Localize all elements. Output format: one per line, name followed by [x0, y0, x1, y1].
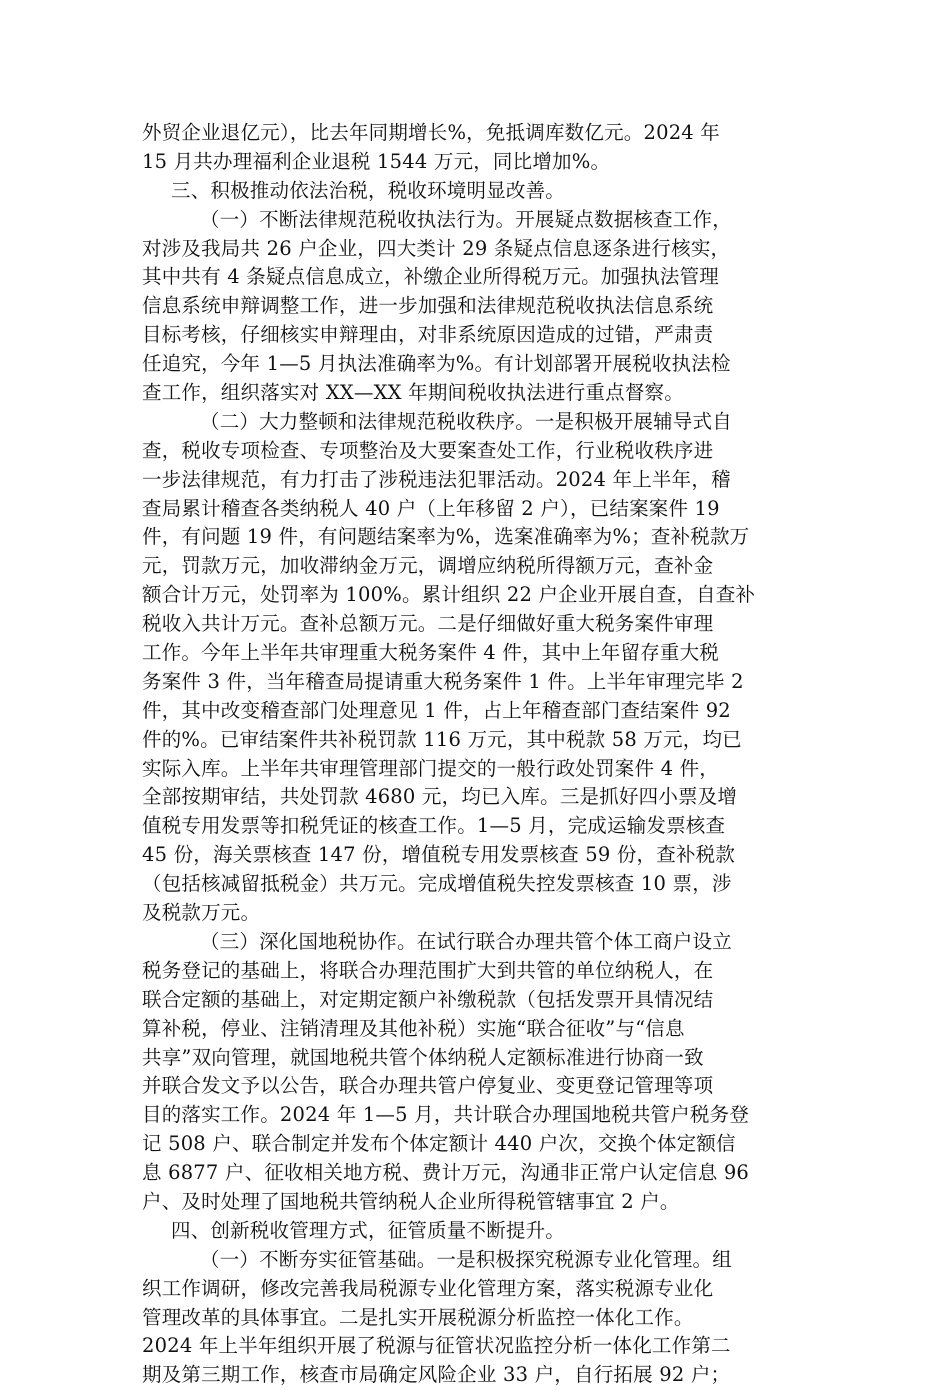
text-line: （二）大力整顿和法律规范税收秩序。一是积极开展辅导式自: [200, 409, 732, 433]
text-line: 息 6877 户、征收相关地方税、费计万元，沟通非正常户认定信息 96: [142, 1161, 750, 1185]
text-line: 信息系统申辩调整工作，进一步加强和法律规范税收执法信息系统: [142, 294, 714, 318]
text-line: （一）不断法律规范税收执法行为。开展疑点数据核查工作，: [200, 207, 732, 231]
text-line: 件，有问题 19 件，有问题结案率为%，选案准确率为%；查补税款万: [142, 525, 750, 549]
text-line: 额合计万元，处罚率为 100%。累计组织 22 户企业开展自查，自查补: [142, 583, 756, 607]
text-line: 管理改革的具体事宜。二是扎实开展税源分析监控一体化工作。: [142, 1305, 694, 1329]
text-line: 期及第三期工作，核查市局确定风险企业 33 户，自行拓展 92 户；: [142, 1363, 731, 1387]
text-line: 查，税收专项检查、专项整治及大要案查处工作，行业税收秩序进: [142, 438, 714, 462]
text-line: 三、积极推动依法治税，税收环境明显改善。: [171, 178, 566, 202]
text-line: 45 份，海关票核查 147 份，增值税专用发票核查 59 份，查补税款: [142, 843, 736, 867]
text-line: 税收入共计万元。查补总额万元。二是仔细做好重大税务案件审理: [142, 612, 714, 636]
document-body: [142, 119, 810, 1390]
text-line: 15 月共办理福利企业退税 1544 万元，同比增加%。: [142, 149, 611, 173]
text-line: 工作。今年上半年共审理重大税务案件 4 件，其中上年留存重大税: [142, 641, 720, 665]
text-line: 户、及时处理了国地税共管纳税人企业所得税管辖事宜 2 户。: [142, 1189, 680, 1213]
text-line: 记 508 户、联合制定并发布个体定额计 440 户次，交换个体定额信: [142, 1132, 736, 1156]
text-line: 税务登记的基础上，将联合办理范围扩大到共管的单位纳税人，在: [142, 958, 714, 982]
text-line: 查局累计稽查各类纳税人 40 户（上年移留 2 户），已结案案件 19: [142, 496, 720, 520]
text-line: （三）深化国地税协作。在试行联合办理共管个体工商户设立: [200, 929, 732, 953]
text-line: 及税款万元。: [142, 901, 261, 925]
text-line: 全部按期审结，共处罚款 4680 元，均已入库。三是抓好四小票及增: [142, 785, 738, 809]
text-line: （一）不断夯实征管基础。一是积极探究税源专业化管理。组: [200, 1247, 732, 1271]
text-line: 件，其中改变稽查部门处理意见 1 件，占上年稽查部门查结案件 92: [142, 698, 731, 722]
text-line: 外贸企业退亿元），比去年同期增长%，免抵调库数亿元。2024 年: [142, 121, 721, 144]
text-line: 实际入库。上半年共审理管理部门提交的一般行政处罚案件 4 件，: [142, 756, 720, 780]
text-line: 四、创新税收管理方式，征管质量不断提升。: [171, 1218, 566, 1242]
text-line: 其中共有 4 条疑点信息成立，补缴企业所得税万元。加强执法管理: [142, 265, 720, 289]
text-line: 联合定额的基础上，对定期定额户补缴税款（包括发票开具情况结: [142, 987, 714, 1011]
text-line: 2024 年上半年组织开展了税源与征管状况监控分析一体化工作第二: [142, 1334, 731, 1358]
text-line: 元，罚款万元，加收滞纳金万元，调增应纳税所得额万元，查补金: [142, 554, 714, 578]
text-line: 查工作，组织落实对 XX—XX 年期间税收执法进行重点督察。: [142, 381, 684, 405]
text-line: 一步法律规范，有力打击了涉税违法犯罪活动。2024 年上半年，稽: [142, 467, 731, 491]
text-line: 目的落实工作。2024 年 1—5 月，共计联合办理国地税共管户税务登: [142, 1103, 750, 1127]
text-line: 值税专用发票等扣税凭证的核查工作。1—5 月，完成运输发票核查: [142, 814, 726, 838]
text-line: 目标考核，仔细核实申辩理由，对非系统原因造成的过错，严肃责: [142, 323, 714, 347]
text-line: 算补税，停业、注销清理及其他补税）实施“联合征收”与“信息: [142, 1016, 685, 1040]
text-line: （包括核减留抵税金）共万元。完成增值税失控发票核查 10 票，涉: [142, 872, 732, 896]
text-line: 务案件 3 件，当年稽查局提请重大税务案件 1 件。上半年审理完毕 2: [142, 669, 744, 693]
text-line: 织工作调研，修改完善我局税源专业化管理方案，落实税源专业化: [142, 1276, 714, 1300]
text-line: 并联合发文予以公告，联合办理共管户停复业、变更登记管理等项: [142, 1074, 714, 1098]
text-line: 任追究，今年 1—5 月执法准确率为%。有计划部署开展税收执法检: [142, 352, 731, 376]
text-line: 共享”双向管理，就国地税共管个体纳税人定额标准进行协商一致: [142, 1045, 704, 1069]
text-line: 对涉及我局共 26 户企业，四大类计 29 条疑点信息逐条进行核实，: [142, 236, 731, 260]
text-line: 件的%。已审结案件共补税罚款 116 万元，其中税款 58 万元，均已: [142, 727, 742, 751]
